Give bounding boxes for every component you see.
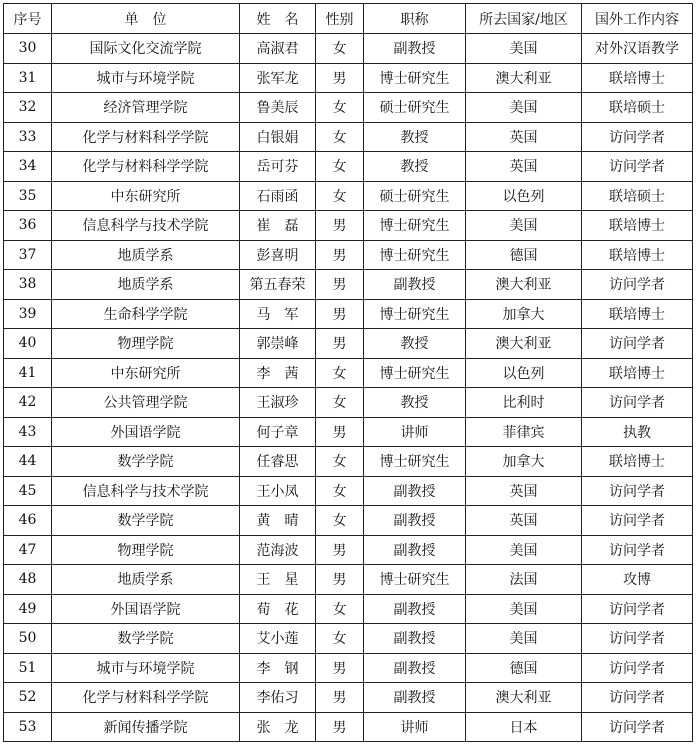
cell-col-unit: 数学学院 [52, 447, 240, 477]
data-table [3, 3, 693, 742]
table-row [4, 506, 693, 536]
cell-col-title: 博士研究生 [364, 358, 466, 388]
cell-col-unit: 中东研究所 [52, 181, 240, 211]
cell-col-index: 33 [4, 122, 52, 152]
cell-col-name: 艾小莲 [240, 624, 316, 654]
cell-col-title: 讲师 [364, 417, 466, 447]
table-row [4, 240, 693, 270]
cell-col-index: 41 [4, 358, 52, 388]
cell-col-destination: 日本 [466, 712, 582, 742]
table-row [4, 122, 693, 152]
cell-col-title: 硕士研究生 [364, 93, 466, 123]
cell-col-title: 博士研究生 [364, 565, 466, 595]
cell-col-title: 副教授 [364, 535, 466, 565]
cell-col-gender: 女 [316, 388, 364, 418]
cell-col-work-content: 访问学者 [582, 624, 693, 654]
cell-col-unit: 城市与环境学院 [52, 653, 240, 683]
cell-col-work-content: 执教 [582, 417, 693, 447]
cell-col-index: 49 [4, 594, 52, 624]
cell-col-index: 36 [4, 211, 52, 241]
cell-col-name: 第五春荣 [240, 270, 316, 300]
cell-col-index: 48 [4, 565, 52, 595]
table-row [4, 565, 693, 595]
cell-col-destination: 德国 [466, 653, 582, 683]
cell-col-work-content: 联培博士 [582, 63, 693, 93]
header-col-gender: 性别 [316, 4, 364, 34]
cell-col-destination: 美国 [466, 93, 582, 123]
cell-col-name: 李佑习 [240, 683, 316, 713]
cell-col-destination: 英国 [466, 476, 582, 506]
cell-col-work-content: 攻博 [582, 565, 693, 595]
cell-col-destination: 美国 [466, 535, 582, 565]
cell-col-work-content: 访问学者 [582, 594, 693, 624]
table-row [4, 299, 693, 329]
cell-col-unit: 地质学系 [52, 240, 240, 270]
cell-col-title: 副教授 [364, 683, 466, 713]
cell-col-destination: 加拿大 [466, 447, 582, 477]
table-row [4, 34, 693, 64]
table-row [4, 476, 693, 506]
cell-col-name: 黄 晴 [240, 506, 316, 536]
cell-col-unit: 信息科学与技术学院 [52, 476, 240, 506]
cell-col-gender: 男 [316, 535, 364, 565]
cell-col-name: 王淑珍 [240, 388, 316, 418]
table-row [4, 447, 693, 477]
table-row [4, 594, 693, 624]
cell-col-work-content: 访问学者 [582, 506, 693, 536]
cell-col-unit: 化学与材料科学学院 [52, 152, 240, 182]
cell-col-gender: 女 [316, 594, 364, 624]
table-row [4, 270, 693, 300]
cell-col-name: 何子章 [240, 417, 316, 447]
table-row [4, 653, 693, 683]
cell-col-unit: 国际文化交流学院 [52, 34, 240, 64]
cell-col-title: 副教授 [364, 594, 466, 624]
cell-col-destination: 澳大利亚 [466, 329, 582, 359]
cell-col-work-content: 联培博士 [582, 240, 693, 270]
cell-col-name: 范海波 [240, 535, 316, 565]
cell-col-title: 教授 [364, 388, 466, 418]
cell-col-name: 张军龙 [240, 63, 316, 93]
cell-col-index: 51 [4, 653, 52, 683]
cell-col-name: 鲁美辰 [240, 93, 316, 123]
cell-col-title: 博士研究生 [364, 240, 466, 270]
cell-col-unit: 地质学系 [52, 565, 240, 595]
cell-col-name: 荀 花 [240, 594, 316, 624]
cell-col-unit: 化学与材料科学学院 [52, 122, 240, 152]
cell-col-unit: 物理学院 [52, 329, 240, 359]
cell-col-gender: 女 [316, 476, 364, 506]
cell-col-unit: 数学学院 [52, 506, 240, 536]
cell-col-destination: 美国 [466, 211, 582, 241]
cell-col-work-content: 对外汉语教学 [582, 34, 693, 64]
cell-col-destination: 英国 [466, 152, 582, 182]
cell-col-index: 44 [4, 447, 52, 477]
cell-col-index: 40 [4, 329, 52, 359]
cell-col-gender: 女 [316, 358, 364, 388]
cell-col-work-content: 访问学者 [582, 653, 693, 683]
cell-col-gender: 女 [316, 447, 364, 477]
table-row [4, 712, 693, 742]
cell-col-gender: 女 [316, 34, 364, 64]
document-page [3, 3, 692, 742]
cell-col-unit: 生命科学学院 [52, 299, 240, 329]
cell-col-gender: 女 [316, 181, 364, 211]
cell-col-unit: 化学与材料科学学院 [52, 683, 240, 713]
cell-col-name: 李 茜 [240, 358, 316, 388]
cell-col-work-content: 联培博士 [582, 447, 693, 477]
cell-col-work-content: 联培硕士 [582, 93, 693, 123]
header-row [4, 4, 693, 34]
cell-col-work-content: 访问学者 [582, 152, 693, 182]
table-row [4, 93, 693, 123]
cell-col-index: 38 [4, 270, 52, 300]
cell-col-work-content: 访问学者 [582, 388, 693, 418]
cell-col-gender: 女 [316, 624, 364, 654]
cell-col-name: 高淑君 [240, 34, 316, 64]
cell-col-unit: 新闻传播学院 [52, 712, 240, 742]
table-row [4, 683, 693, 713]
cell-col-unit: 城市与环境学院 [52, 63, 240, 93]
cell-col-gender: 女 [316, 506, 364, 536]
cell-col-index: 46 [4, 506, 52, 536]
cell-col-gender: 男 [316, 299, 364, 329]
cell-col-gender: 男 [316, 211, 364, 241]
cell-col-index: 50 [4, 624, 52, 654]
cell-col-name: 王 星 [240, 565, 316, 595]
cell-col-title: 博士研究生 [364, 299, 466, 329]
cell-col-work-content: 联培博士 [582, 211, 693, 241]
cell-col-name: 马 军 [240, 299, 316, 329]
cell-col-index: 30 [4, 34, 52, 64]
cell-col-name: 任睿思 [240, 447, 316, 477]
cell-col-destination: 澳大利亚 [466, 683, 582, 713]
cell-col-gender: 男 [316, 653, 364, 683]
cell-col-index: 35 [4, 181, 52, 211]
cell-col-index: 47 [4, 535, 52, 565]
header-col-index: 序号 [4, 4, 52, 34]
cell-col-name: 李 钢 [240, 653, 316, 683]
cell-col-name: 崔 磊 [240, 211, 316, 241]
cell-col-destination: 澳大利亚 [466, 270, 582, 300]
header-col-title: 职称 [364, 4, 466, 34]
table-row [4, 388, 693, 418]
cell-col-name: 郭崇峰 [240, 329, 316, 359]
cell-col-gender: 男 [316, 565, 364, 595]
cell-col-index: 45 [4, 476, 52, 506]
cell-col-destination: 菲律宾 [466, 417, 582, 447]
cell-col-work-content: 联培博士 [582, 358, 693, 388]
cell-col-destination: 澳大利亚 [466, 63, 582, 93]
cell-col-unit: 物理学院 [52, 535, 240, 565]
cell-col-gender: 男 [316, 63, 364, 93]
cell-col-work-content: 联培博士 [582, 299, 693, 329]
cell-col-destination: 以色列 [466, 181, 582, 211]
cell-col-title: 副教授 [364, 34, 466, 64]
cell-col-title: 副教授 [364, 476, 466, 506]
cell-col-gender: 男 [316, 240, 364, 270]
cell-col-title: 博士研究生 [364, 211, 466, 241]
table-row [4, 358, 693, 388]
cell-col-gender: 男 [316, 270, 364, 300]
cell-col-title: 副教授 [364, 653, 466, 683]
header-col-work-content: 国外工作内容 [582, 4, 693, 34]
cell-col-work-content: 访问学者 [582, 476, 693, 506]
cell-col-work-content: 访问学者 [582, 712, 693, 742]
cell-col-title: 硕士研究生 [364, 181, 466, 211]
cell-col-name: 张 龙 [240, 712, 316, 742]
cell-col-title: 讲师 [364, 712, 466, 742]
cell-col-gender: 女 [316, 122, 364, 152]
cell-col-destination: 美国 [466, 34, 582, 64]
cell-col-index: 39 [4, 299, 52, 329]
table-row [4, 211, 693, 241]
cell-col-unit: 外国语学院 [52, 417, 240, 447]
cell-col-work-content: 访问学者 [582, 329, 693, 359]
table-row [4, 63, 693, 93]
cell-col-name: 岳可芬 [240, 152, 316, 182]
cell-col-destination: 以色列 [466, 358, 582, 388]
cell-col-index: 43 [4, 417, 52, 447]
cell-col-title: 博士研究生 [364, 447, 466, 477]
cell-col-index: 53 [4, 712, 52, 742]
cell-col-destination: 法国 [466, 565, 582, 595]
cell-col-unit: 地质学系 [52, 270, 240, 300]
header-col-name: 姓 名 [240, 4, 316, 34]
cell-col-index: 34 [4, 152, 52, 182]
cell-col-name: 石雨函 [240, 181, 316, 211]
cell-col-destination: 德国 [466, 240, 582, 270]
cell-col-index: 32 [4, 93, 52, 123]
cell-col-work-content: 访问学者 [582, 535, 693, 565]
cell-col-unit: 经济管理学院 [52, 93, 240, 123]
cell-col-destination: 美国 [466, 594, 582, 624]
cell-col-index: 52 [4, 683, 52, 713]
cell-col-destination: 美国 [466, 624, 582, 654]
cell-col-name: 王小凤 [240, 476, 316, 506]
header-col-unit: 单 位 [52, 4, 240, 34]
cell-col-unit: 数学学院 [52, 624, 240, 654]
table-row [4, 535, 693, 565]
cell-col-work-content: 联培硕士 [582, 181, 693, 211]
table-body [4, 34, 693, 742]
cell-col-unit: 中东研究所 [52, 358, 240, 388]
cell-col-title: 博士研究生 [364, 63, 466, 93]
table-row [4, 329, 693, 359]
table-row [4, 152, 693, 182]
cell-col-title: 教授 [364, 152, 466, 182]
cell-col-gender: 男 [316, 417, 364, 447]
cell-col-work-content: 访问学者 [582, 683, 693, 713]
cell-col-title: 副教授 [364, 506, 466, 536]
cell-col-work-content: 访问学者 [582, 270, 693, 300]
cell-col-destination: 加拿大 [466, 299, 582, 329]
header-col-destination: 所去国家/地区 [466, 4, 582, 34]
cell-col-title: 副教授 [364, 270, 466, 300]
cell-col-title: 副教授 [364, 624, 466, 654]
cell-col-gender: 女 [316, 152, 364, 182]
cell-col-destination: 比利时 [466, 388, 582, 418]
table-row [4, 624, 693, 654]
cell-col-work-content: 访问学者 [582, 122, 693, 152]
cell-col-index: 42 [4, 388, 52, 418]
cell-col-gender: 男 [316, 329, 364, 359]
cell-col-gender: 男 [316, 712, 364, 742]
cell-col-title: 教授 [364, 122, 466, 152]
cell-col-index: 37 [4, 240, 52, 270]
cell-col-gender: 女 [316, 93, 364, 123]
table-row [4, 181, 693, 211]
cell-col-gender: 男 [316, 683, 364, 713]
cell-col-unit: 信息科学与技术学院 [52, 211, 240, 241]
cell-col-destination: 英国 [466, 506, 582, 536]
cell-col-index: 31 [4, 63, 52, 93]
cell-col-unit: 公共管理学院 [52, 388, 240, 418]
cell-col-destination: 英国 [466, 122, 582, 152]
cell-col-title: 教授 [364, 329, 466, 359]
cell-col-unit: 外国语学院 [52, 594, 240, 624]
cell-col-name: 彭喜明 [240, 240, 316, 270]
table-row [4, 417, 693, 447]
cell-col-name: 白银娟 [240, 122, 316, 152]
